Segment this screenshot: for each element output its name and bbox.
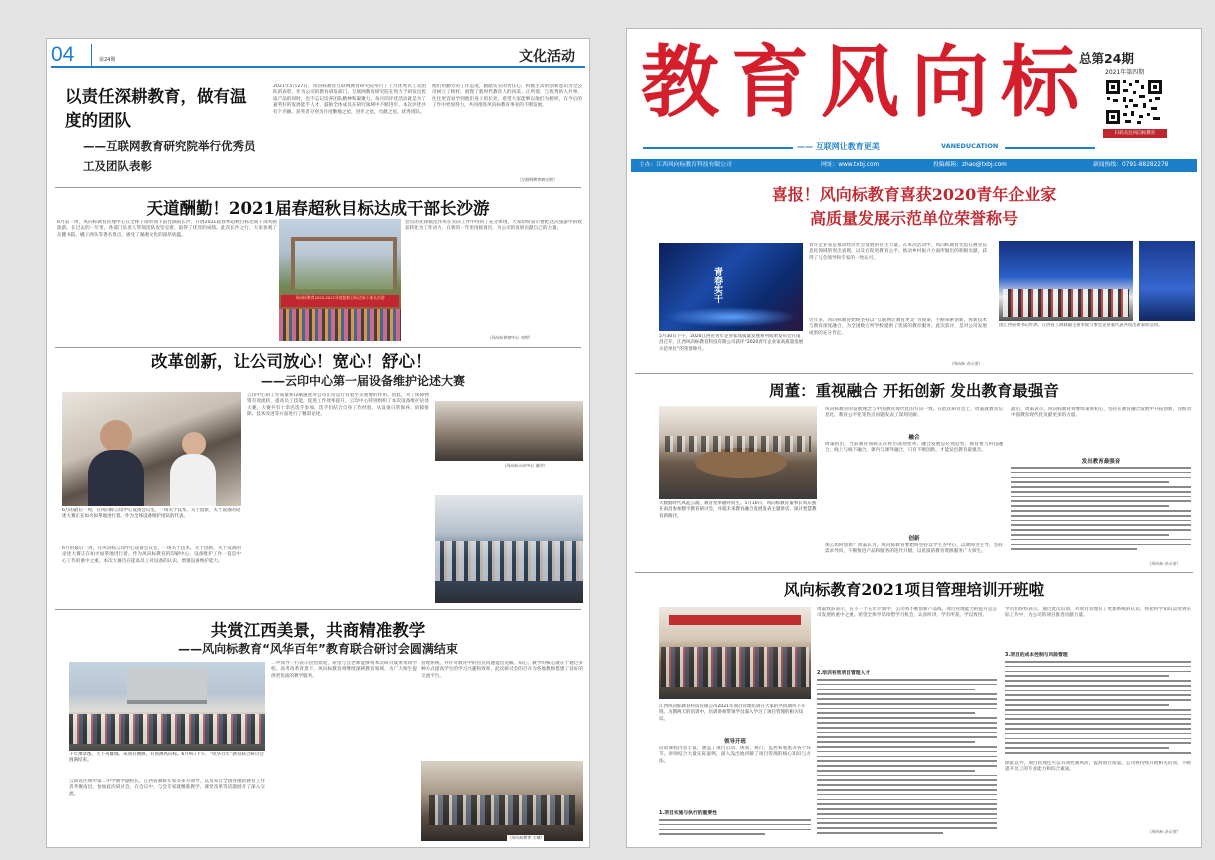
article-body: 云南省区域中第二中学教学副校长，江西省教研专家等多方领导，以及来自全国各地的教育工作者齐聚南昌，参加此次研讨会。在会议中，与会专家就精准教学、课堂改革等话题展开了深入交流。 xyxy=(69,779,265,797)
article-body: 学员们纷纷表示，通过此次培训，对项目管理有了更加系统的认识，将把所学知识运用到实际工作中，为公司的项目推进贡献力量。 xyxy=(1005,607,1191,619)
article-body: 培训课程内容丰富，涵盖了项目启动、规划、执行、监控和收尾等各个环节。讲师结合大量实际案例，深入浅出地讲解了项目管理的核心知识与方法。 xyxy=(659,746,811,764)
article-subhead: 发出教育最强音 xyxy=(1081,459,1121,465)
article-headline: 风向标教育2021项目管理培训开班啦 xyxy=(783,580,1045,599)
brand-english: VANEDUCATION xyxy=(941,142,999,150)
article-subhead: 3.项目的成本控制与风险管理 xyxy=(1005,653,1068,658)
photo-caption: 千年豫章郡，天下英雄城。该项有溯源、有预测风向标。6月9日下午，“风华百年”教育联合研讨会圆满结束。 xyxy=(69,752,264,764)
article-body: 除此以外，项目管理还可以有效控制风险，提高项目质量。公司将持续开展相关培训，不断提升员工的专业能力和综合素质。 xyxy=(1005,761,1191,773)
article-body xyxy=(659,819,811,841)
article-headline: 共赏江西美景，共商精准教学 xyxy=(210,621,426,640)
section-divider xyxy=(635,572,1193,573)
info-bar xyxy=(631,159,1197,172)
person-shape xyxy=(182,432,206,456)
photo-people xyxy=(69,714,265,744)
article-body: 最后，周董表示，风向标教育将继续秉承初心，坚持在教育融合发展中开拓创新，为推动中国教育现代化贡献更多的力量。 xyxy=(1011,407,1191,419)
meeting-photo xyxy=(435,401,583,461)
screen-text: 青春实干 xyxy=(712,267,722,303)
article-body: 党员的先锋模范作用在实际工作中得到了充分体现，大家纷纷表示要把这次旅游中的收获转化为工作动力，在新的一年里再接再厉，为公司的发展贡献自己的力量。 xyxy=(405,220,582,232)
article-signature: （风向标管理中心 刘明） xyxy=(487,335,533,340)
photo-caption: 大数据时代风起云涌，教育变革随时而生。5月10日，风向标教育董事长周东强在南昌参加数字教育研讨会，并就未来教育融合发展发表主题讲话，探讨智慧教育新路径。 xyxy=(659,501,817,519)
archway-shape xyxy=(291,237,397,289)
article-body xyxy=(1005,661,1191,757)
issue-date: 2021年第四期 xyxy=(1105,69,1145,76)
article-body: 那么如何创新？周董认为，风向标教育要始终坚持以学生为中心，以教师为主导，坚持需求导向，不断推进产品和服务的迭代升级，以优质的教育资源服务广大师生。 xyxy=(825,543,1003,555)
info-website-link[interactable]: 网址：www.txbj.com xyxy=(821,162,880,168)
article-subhead: 创新 xyxy=(908,536,920,542)
photo-people xyxy=(435,541,583,581)
info-email-link[interactable]: 投稿邮箱：zhao@txbj.com xyxy=(933,162,1007,168)
photo-people xyxy=(279,309,401,341)
photo-caption: 团江西省委书记叶鸿、江西省工商联副主席李虎与参会企业家代表共同出席表彰活动。 xyxy=(999,323,1163,328)
building-shape xyxy=(127,668,207,704)
article-subhead: 1.项目实施与执行的重要性 xyxy=(659,811,717,816)
article-headline: 改革创新，让公司放心！宽心！舒心！ xyxy=(151,352,432,371)
article-headline: 喜报！风向标教育喜获2020青年企业家 xyxy=(771,185,1057,204)
section-title: 文化活动 xyxy=(519,49,575,65)
article-body xyxy=(817,679,997,839)
article-body xyxy=(1011,467,1191,559)
article-subtitle: ——互联网教育研究院举行优秀员工及团队表彰 xyxy=(83,139,256,173)
person-shape xyxy=(100,420,132,452)
slogan-rule xyxy=(643,147,793,149)
conference-photo xyxy=(659,406,817,499)
group-photo xyxy=(279,219,401,341)
slogan: —— 互联网让教育更美 xyxy=(797,142,880,151)
training-photo xyxy=(659,607,811,699)
group-photo xyxy=(69,662,265,751)
article-signature: （风向标云印中心 谢洋） xyxy=(502,463,548,468)
article-body: 风向标教育的发展理念与中国教育现代化的方向一致。在此次研讨会上，周董就教育信息化、教育公平化等热点问题发表了深刻见解。 xyxy=(825,407,1003,419)
article-body: 6月的最后一周，在风向标云印中心设备会议室，一场关于技术、关于创新、关于设备的论述大赛正在如火如荼地进行着。作为风向标教育的印刷中心，设备维护工作一直是中心工作的重中之重。本次大赛旨在提高员工对设备的认识，增强设备维护能力。 xyxy=(62,546,241,564)
photo-caption: 5月30日下午，2020江西省青年企业家高质量发展系列成果发布会在南昌召开。江西风向标教育科技有限公司获评“2020青年企业家高质量发展示范单位”的荣誉称号。 xyxy=(659,334,804,352)
article-body: 2021年5月27日，风向标教育互联网教育研究院举行了上月优秀员工及团队的表彰，作为公司的教育研发部门，互联网教育研究院在致力于研发出优质产品的同时，也不忘记培养团队精神和凝聚力。每月的评优活动就是为了嘉奖好的发展能手人才，鼓励全体成员在研究领域中不断进步。本次评优共有个名额。获奖者分别为月度勤勉之星，进步之星，贡献之星，优秀团队。 xyxy=(273,84,426,115)
article-subhead: 2.培训有效项目管理人才 xyxy=(817,671,871,676)
person-shape xyxy=(88,450,144,506)
qr-code xyxy=(1103,77,1165,127)
page-issue-label: 第24期 xyxy=(99,57,116,63)
header-divider xyxy=(91,44,92,66)
article-body: 6月第一周，风向标教育管理中心在全体干部带领下前往湖南长沙，开展2021届春季超秋目标达成干部奖励旅游。在过去的一年里，各部门负责人带领团队攻坚克难，取得了优异的成绩。此次长沙之行，大家参观了岳麓书院、橘子洲头等著名景点，感受了湖湘文化的深厚底蕴。 xyxy=(57,220,277,238)
article-body: 周董致辞表示，在下一个五年计划中，公司将不断创新产品线，项目管理能力的提升是公司发展的重中之重。希望全体学员珍惜学习机会，认真听讲，学有所获，学以致用。 xyxy=(817,607,997,619)
info-host: 主办：江西风向标教育科技有限公司 xyxy=(639,162,732,168)
photo-banner: 风向标教育2020-2021年度超秋目标达成干部长沙游 xyxy=(281,295,399,307)
section-divider xyxy=(55,187,581,188)
stage-light xyxy=(665,307,797,327)
photo-people xyxy=(1003,289,1129,317)
article-signature: （互联网教育研究院） xyxy=(517,177,557,182)
article-headline: 天道酬勤！2021届春超秋目标达成干部长沙游 xyxy=(146,199,490,218)
article-body: 二中领导一行表示热烈欢迎，希望与会老师能够将本次研讨成果带回学校。高考改革背景下，风向标教育将继续深耕教育领域，为广大师生提供更优质的教学服务。 xyxy=(271,661,417,679)
article-signature: （风向标教育 王娜） xyxy=(507,835,545,840)
article-body: 云印中心的工作质量和印刷速度对公司正常运行有着至关重要的作用。因此，为了保障物资有效流转，提高员工技能，促进工作效率提升，云印中心特别组织了本次设备维护论述大赛。大赛共有十余名选手参加，选手们结合自身工作经验，从设备日常保养、故障排除、技术改进等方面进行了精彩论述。 xyxy=(247,393,429,418)
article-signature: （风向标 办公室） xyxy=(949,361,983,366)
newspaper-page-left xyxy=(46,38,590,848)
photo-people xyxy=(661,647,809,687)
article-body: 他们用勤劳的工作态度，踏踏实实的责任心，积极主动的创新意识为全公司树立了榜样，展现了新时代教育人的风采。正所谓，与优秀的人共事，往往更容易学到他们身上的长处，希望大家能够以他们为榜样，在今后的工作中更加努力，共同推进风向标教育事业的不断发展。 xyxy=(432,84,582,109)
newspaper-page-right xyxy=(626,28,1202,848)
event-photo xyxy=(659,243,803,331)
article-body: 周董指出，当前教育领域正在经历深刻变革，融合发展是必然趋势。教育要与科技融合，线上与线下融合，课内与课外融合，只有不断创新，才能发出教育最强音。 xyxy=(825,442,1003,454)
qr-caption: 扫码关注风向标教育 xyxy=(1103,129,1167,138)
article-subtitle: ——风向标教育“风华百年”教育联合研讨会圆满结束 xyxy=(178,642,458,656)
photo-people xyxy=(665,436,811,452)
article-signature: （风向标 办公室） xyxy=(1147,561,1181,566)
article-body: 青年企业家是推动经济社会发展的有生力量。在本次活动中，风向标教育凭借在教育信息化领域的突出表现，以及在促进教育公平、推动乡村振兴方面所做出的积极贡献，获得了与会领导和专家的一致认可。 xyxy=(809,243,987,261)
section-divider xyxy=(55,609,581,610)
article-headline: 高质量发展示范单位荣誉称号 xyxy=(809,209,1018,228)
banner-shape xyxy=(669,615,801,625)
person-shape xyxy=(170,454,216,506)
table-shape xyxy=(695,448,787,478)
article-subhead: 融合 xyxy=(908,435,920,441)
issue-label: 总第24期 xyxy=(1079,51,1134,66)
article-subhead: 领导开班 xyxy=(723,739,746,745)
masthead-title: 教育风向标 xyxy=(641,37,1092,128)
article-signature: （风向标 办公室） xyxy=(1147,829,1181,834)
article-subtitle: ——云印中心第一届设备维护论述大赛 xyxy=(261,374,466,388)
page-header xyxy=(47,39,589,69)
meeting-photo xyxy=(421,761,583,841)
photo-people xyxy=(429,795,575,825)
header-rule xyxy=(51,66,585,68)
award-certificate-photo xyxy=(1139,241,1195,321)
section-divider xyxy=(635,373,1193,374)
photo-caption: 江西风向标教育科技有限公司2021年项目管理培训在大家的共同期待下开班。为期两天的培训中，培训讲师带领学员深入学习了项目管理的相关知识。 xyxy=(659,704,806,722)
meeting-photo xyxy=(62,392,241,506)
photo-caption: 6月的最后一周，在风向标云印中心设备会议室，一场关于技术，关于创新，关于设备的论述大赛正在如火如荼地进行着。作为全体设备维护团队的代表。 xyxy=(62,508,241,520)
info-hotline: 新闻热线：0791-88282278 xyxy=(1093,162,1169,168)
page-number: 04 xyxy=(51,43,75,66)
article-headline: 以责任深耕教育，做有温度的团队 xyxy=(65,87,247,130)
slogan-rule xyxy=(1005,147,1095,149)
article-body: 近年来，风向标教育始终坚持以“互联网让教育更美”为使命，不断探索创新，将新技术与教育深度融合，为全国数万所学校提供了优质的教育服务。此次获评，是对公司发展成果的充分肯定。 xyxy=(809,318,987,336)
article-body: 管理系统，并针对教育中的热点问题提出见解。知心、教学的核心就在于通过多种方式提高学生的学习兴趣和效率，此次研讨会的召开为各地教师搭建了良好的交流平台。 xyxy=(421,661,583,679)
group-photo xyxy=(435,495,583,603)
article-headline: 周董：重视融合 开拓创新 发出教育最强音 xyxy=(769,381,1059,400)
award-photo xyxy=(999,241,1133,321)
